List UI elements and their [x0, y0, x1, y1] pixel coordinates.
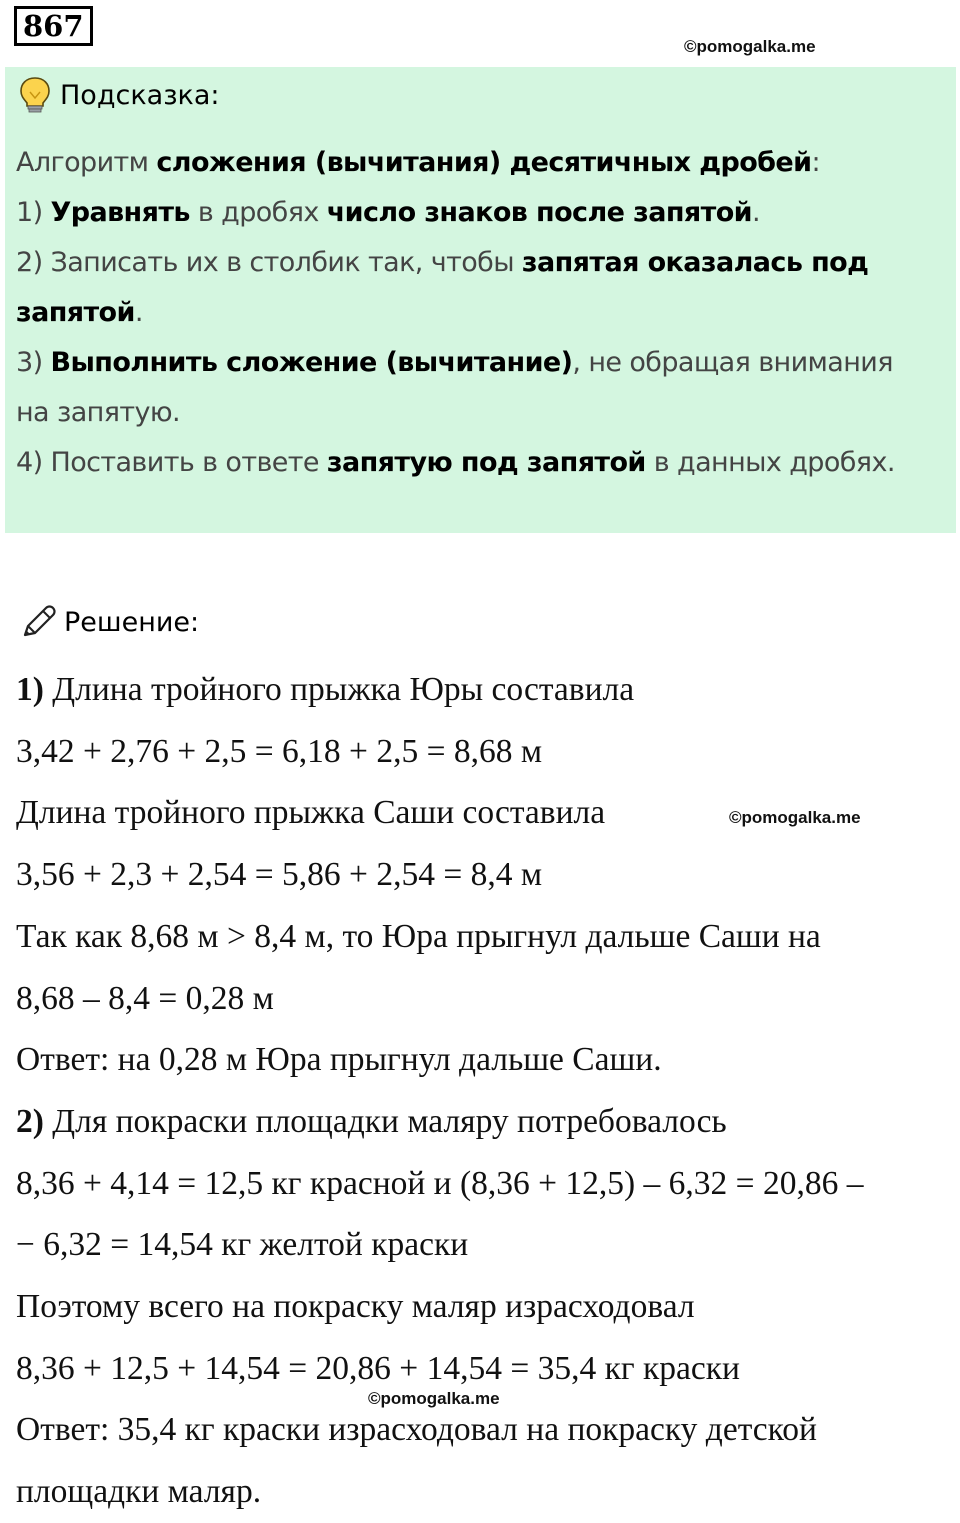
hint-line-2: 1) Уравнять в дробях число знаков после запятой.	[16, 197, 760, 228]
solution-line: Так как 8,68 м > 8,4 м, то Юра прыгнул дальше Саши на	[16, 917, 821, 955]
hint-title	[18, 76, 220, 114]
solution-line: Поэтому всего на покраску маляр израсходовал	[16, 1288, 695, 1326]
solution-line: 8,36 + 4,14 = 12,5 кг красной и (8,36 + 12,5) – 6,32 = 20,86 –	[16, 1164, 864, 1202]
hint-line-5: 3) Выполнить сложение (вычитание), не обращая внимания	[16, 347, 893, 378]
solution-line: − 6,32 = 14,54 кг желтой краски	[16, 1226, 469, 1264]
solution-line: Длина тройного прыжка Саши составила	[16, 794, 606, 832]
hint-line-7: 4) Поставить в ответе запятую под запятой в данных дробях.	[16, 447, 895, 478]
task-number: 867	[14, 6, 93, 46]
hint-line-6: на запятую.	[16, 397, 180, 428]
hint-text	[16, 138, 941, 488]
solution-line: 3,42 + 2,76 + 2,5 = 6,18 + 2,5 = 8,68 м	[16, 732, 543, 770]
solution-line: Ответ: 35,4 кг краски израсходовал на покраску детской	[16, 1411, 817, 1449]
solution-line: 8,36 + 12,5 + 14,54 = 20,86 + 14,54 = 35,4 кг краски	[16, 1349, 740, 1387]
watermark-middle: ©pomogalka.me	[729, 808, 861, 827]
solution-title-text: Решение:	[64, 606, 200, 638]
hint-title-text: Подсказка:	[60, 79, 220, 111]
solution-title	[18, 602, 199, 642]
solution-line: Ответ: на 0,28 м Юра прыгнул дальше Саши.	[16, 1041, 662, 1079]
hint-line-3: 2) Записать их в столбик так, чтобы запятая оказалась под	[16, 247, 869, 278]
pencil-icon	[18, 602, 58, 642]
solution-line: площадки маляр.	[16, 1473, 262, 1511]
lightbulb-icon	[18, 76, 52, 114]
solution-line: 3,56 + 2,3 + 2,54 = 5,86 + 2,54 = 8,4 м	[16, 856, 543, 894]
solution-line: 8,68 – 8,4 = 0,28 м	[16, 979, 274, 1017]
hint-line-4: запятой.	[16, 297, 143, 328]
hint-line-1: Алгоритм сложения (вычитания) десятичных дробей:	[16, 147, 820, 178]
solution-line: 1) Длина тройного прыжка Юры составила	[16, 671, 635, 708]
solution-line: 2) Для покраски площадки маляру потребовалось	[16, 1102, 727, 1140]
watermark-bottom: ©pomogalka.me	[368, 1389, 500, 1408]
watermark-top: ©pomogalka.me	[684, 37, 816, 56]
